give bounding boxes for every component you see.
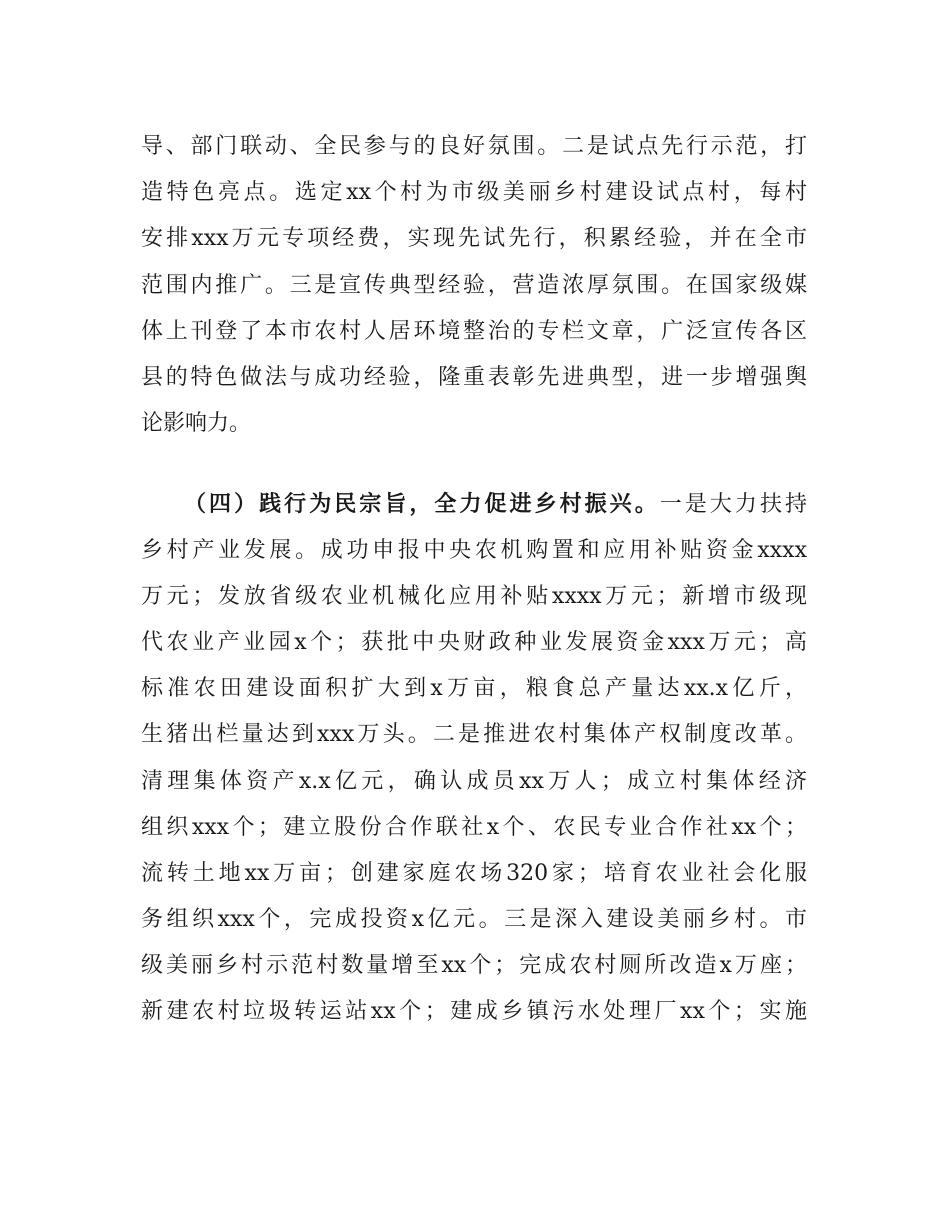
paragraph-first-line <box>184 485 807 525</box>
paragraph-line: 范围内推广。三是宣传典型经验，营造浓厚氛围。在国家级媒 <box>141 273 807 298</box>
paragraph-line: 清理集体资产x.x亿元，确认成员xx万人；成立村集体经济 <box>141 769 807 794</box>
paragraph-line: 导、部门联动、全民参与的良好氛围。二是试点先行示范，打 <box>141 134 807 159</box>
paragraph-line: 组织xxx个；建立股份合作联社x个、农民专业合作社xx个； <box>141 815 807 840</box>
paragraph-line: 流转土地xx万亩；创建家庭农场320家；培育农业社会化服 <box>141 861 807 886</box>
paragraph-text: 一是大力扶持 <box>659 492 807 517</box>
paragraph-line: 代农业产业园x个；获批中央财政种业发展资金xxx万元；高 <box>141 630 807 655</box>
paragraph-line: 造特色亮点。选定xx个村为市级美丽乡村建设试点村，每村 <box>141 180 807 205</box>
paragraph-line: 级美丽乡村示范村数量增至xx个；完成农村厕所改造x万座； <box>141 953 807 978</box>
paragraph-line: 体上刊登了本市农村人居环境整治的专栏文章，广泛宣传各区 <box>141 319 807 344</box>
section-heading: （四）践行为民宗旨，全力促进乡村振兴。 <box>184 492 660 517</box>
paragraph-line: 县的特色做法与成功经验，隆重表彰先进典型，进一步增强舆 <box>141 365 807 390</box>
paragraph-line: 务组织xxx个，完成投资x亿元。三是深入建设美丽乡村。市 <box>141 907 807 932</box>
paragraph-line: 乡村产业发展。成功申报中央农机购置和应用补贴资金xxxx <box>141 538 807 563</box>
paragraph-line: 论影响力。 <box>141 411 252 436</box>
paragraph-line: 新建农村垃圾转运站xx个；建成乡镇污水处理厂xx个；实施 <box>141 999 807 1024</box>
paragraph-line: 标准农田建设面积扩大到x万亩，粮食总产量达xx.x亿斤， <box>141 676 807 701</box>
paragraph-line: 安排xxx万元专项经费，实现先试先行，积累经验，并在全市 <box>141 226 807 251</box>
paragraph-line: 生猪出栏量达到xxx万头。二是推进农村集体产权制度改革。 <box>141 722 807 747</box>
paragraph-line: 万元；发放省级农业机械化应用补贴xxxx万元；新增市级现 <box>141 584 807 609</box>
